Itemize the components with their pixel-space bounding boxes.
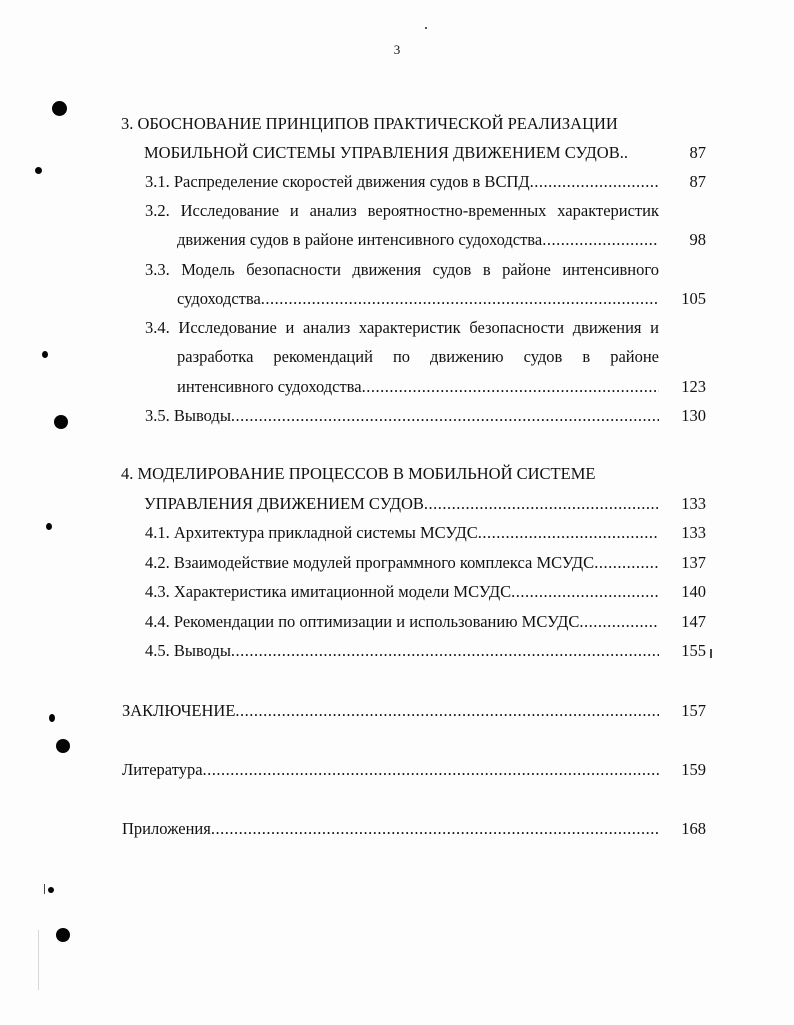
toc-page-number: 105 (681, 289, 706, 308)
toc-entry-text: 4.2. Взаимодействие модулей программного комплекса МСУДС (145, 553, 595, 572)
toc-entry-4-3 (145, 582, 659, 602)
toc-entry-3-2: 3.2. Исследование и анализ вероятностно-временных характеристик (145, 201, 659, 220)
dot-leader (594, 553, 659, 573)
dot-leader (542, 230, 659, 250)
toc-chapter-4-title-cont (144, 494, 658, 514)
toc-entry-3-4-cont: разработка рекомендаций по движению судов в районе (177, 347, 659, 366)
binder-hole (49, 714, 55, 722)
toc-entry-text: 4.3. Характеристика имитационной модели МСУДС (145, 582, 512, 601)
toc-entry-text: 4.5. Выводы (145, 641, 231, 660)
toc-entry-conclusion (122, 701, 659, 721)
scan-mark (710, 649, 712, 658)
toc-page-number: 140 (681, 582, 706, 601)
dot-leader (478, 523, 659, 543)
toc-chapter-4-title: 4. МОДЕЛИРОВАНИЕ ПРОЦЕССОВ В МОБИЛЬНОЙ СИСТЕМЕ (121, 464, 596, 483)
toc-page-number: 137 (681, 553, 706, 572)
toc-page-number: 168 (681, 819, 706, 838)
toc-entry-3-2-cont (177, 230, 659, 250)
scan-mark (44, 884, 45, 894)
toc-entry-3-3: 3.3. Модель безопасности движения судов в районе интенсивного (145, 260, 659, 279)
toc-chapter-3-title: 3. ОБОСНОВАНИЕ ПРИНЦИПОВ ПРАКТИЧЕСКОЙ РЕАЛИЗАЦИИ (121, 114, 618, 133)
toc-entry-appendices (122, 819, 659, 839)
toc-entry-4-2 (145, 553, 659, 573)
binder-hole (42, 351, 48, 358)
toc-entry-text: 4.4. Рекомендации по оптимизации и использованию МСУДС (145, 612, 580, 631)
scan-edge (38, 930, 39, 990)
binder-hole (52, 101, 67, 116)
toc-entry-text: 3.1. Распределение скоростей движения судов в ВСПД (145, 172, 530, 191)
binder-hole (35, 167, 42, 174)
dot-leader (511, 582, 659, 602)
toc-entry-text: 4.1. Архитектура прикладной системы МСУДС (145, 523, 478, 542)
dot-leader (231, 641, 659, 661)
toc-entry-literature (122, 760, 659, 780)
binder-hole (48, 887, 54, 893)
toc-entry-4-4 (145, 612, 659, 632)
dot-leader (231, 406, 659, 426)
toc-entry-text: ЗАКЛЮЧЕНИЕ (122, 701, 236, 720)
dot-leader (362, 377, 659, 397)
toc-page-number: 98 (689, 230, 706, 249)
toc-page-number: 123 (681, 377, 706, 396)
toc-entry-3-3-cont (177, 289, 659, 309)
toc-entry-3-5 (145, 406, 659, 426)
toc-entry-4-1 (145, 523, 659, 543)
toc-entry-text: УПРАВЛЕНИЯ ДВИЖЕНИЕМ СУДОВ (144, 494, 424, 513)
dot-leader (261, 289, 659, 309)
toc-entry-text: судоходства (177, 289, 261, 308)
dot-leader (424, 494, 658, 514)
binder-hole (56, 739, 70, 753)
toc-entry-text: Литература (122, 760, 203, 779)
toc-entry-3-4-cont2 (177, 377, 659, 397)
dot-leader (235, 701, 659, 721)
toc-page-number: 130 (681, 406, 706, 425)
toc-entry-3-4: 3.4. Исследование и анализ характеристик безопасности движения и (145, 318, 659, 337)
toc-page-number: 87 (689, 172, 706, 191)
toc-entry-3-1 (145, 172, 659, 192)
dot-leader (530, 172, 659, 192)
toc-chapter-3-title-cont: МОБИЛЬНОЙ СИСТЕМЫ УПРАВЛЕНИЯ ДВИЖЕНИЕМ СУДОВ.. (144, 143, 628, 162)
binder-hole (56, 928, 70, 942)
binder-hole (46, 523, 52, 530)
binder-hole (54, 415, 68, 429)
toc-page-number: 87 (689, 143, 706, 162)
toc-entry-text: 3.5. Выводы (145, 406, 231, 425)
toc-page-number: 159 (681, 760, 706, 779)
dot-leader (203, 760, 659, 780)
toc-page-number: 157 (681, 701, 706, 720)
toc-entry-text: интенсивного судоходства (177, 377, 362, 396)
toc-page-number: 133 (681, 523, 706, 542)
toc-entry-text: Приложения (122, 819, 211, 838)
dot-leader (579, 612, 659, 632)
toc-entry-4-5 (145, 641, 659, 661)
scan-mark (425, 27, 427, 29)
toc-page-number: 155 (681, 641, 706, 660)
dot-leader (211, 819, 659, 839)
page-number: 3 (393, 42, 401, 57)
toc-page-number: 133 (681, 494, 706, 513)
toc-entry-text: движения судов в районе интенсивного судоходства (177, 230, 543, 249)
toc-page-number: 147 (681, 612, 706, 631)
